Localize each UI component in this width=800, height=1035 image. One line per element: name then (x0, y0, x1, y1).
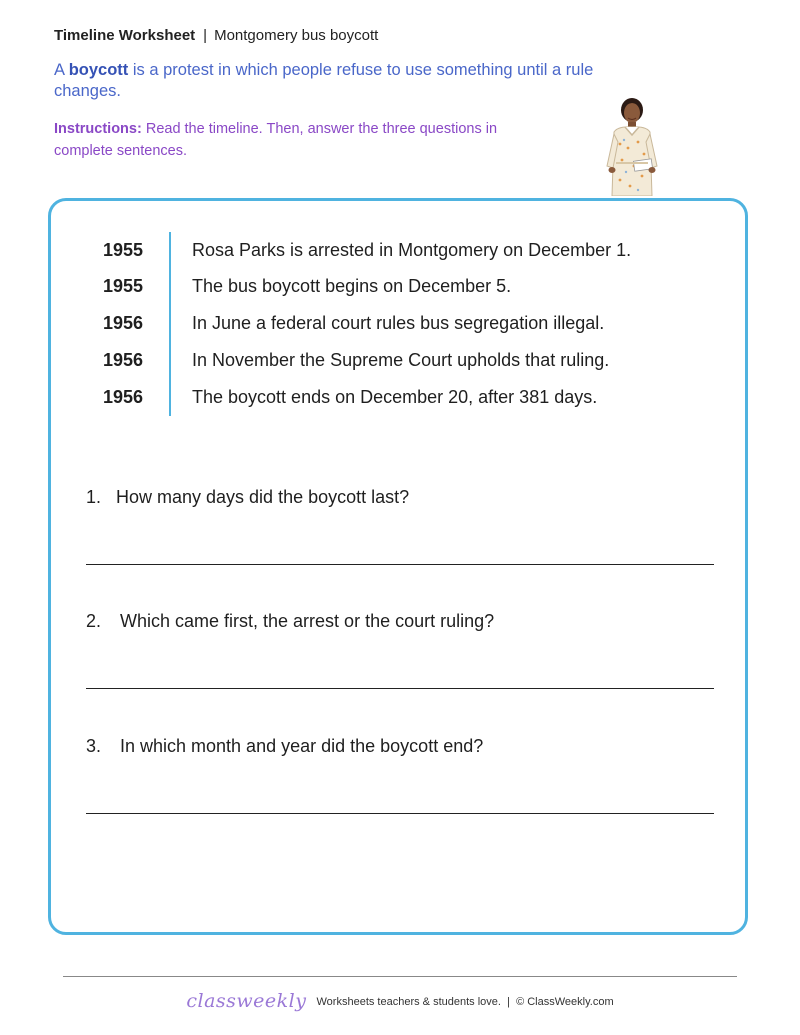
timeline-year: 1955 (103, 240, 144, 260)
footer-tagline: Worksheets teachers & students love. (316, 996, 501, 1008)
worksheet-title: Timeline Worksheet (54, 27, 196, 44)
timeline-event: In June a federal court rules bus segregation illegal. (192, 313, 605, 333)
timeline-year: 1956 (103, 350, 144, 370)
answer-line-2[interactable] (86, 688, 714, 689)
footer-copyright: © ClassWeekly.com (516, 996, 614, 1008)
instructions-text (54, 118, 554, 162)
definition-term: boycott (68, 61, 129, 79)
timeline-year: 1955 (103, 276, 144, 296)
question-1 (86, 485, 409, 509)
instructions-label: Instructions: (54, 121, 142, 137)
question-text: In which month and year did the boycott end? (120, 736, 484, 756)
question-text: Which came first, the arrest or the court ruling? (120, 611, 495, 631)
answer-line-1[interactable] (86, 564, 714, 565)
answer-line-3[interactable] (86, 813, 714, 814)
question-text: How many days did the boycott last? (116, 487, 410, 507)
timeline-event: The bus boycott begins on December 5. (192, 276, 512, 296)
footer-divider (63, 976, 737, 977)
worksheet-header (54, 27, 378, 44)
timeline-year: 1956 (103, 313, 144, 333)
question-number: 2. (86, 611, 102, 631)
timeline-divider (169, 232, 171, 416)
definition-body: is a protest in which people refuse to use something until a rule changes. (54, 61, 594, 100)
instructions-body: Read the timeline. Then, answer the three questions in complete sentences. (54, 121, 498, 159)
worksheet-subtitle: Montgomery bus boycott (214, 27, 379, 44)
timeline-event: The boycott ends on December 20, after 381 days. (192, 387, 598, 407)
definition-prefix: A (54, 61, 69, 79)
brand-logo: classweekly (186, 990, 307, 1012)
footer (0, 990, 800, 1012)
question-3 (86, 734, 483, 758)
definition-text (54, 60, 594, 102)
question-number: 1. (86, 487, 102, 507)
timeline-year: 1956 (103, 387, 144, 407)
timeline-event: In November the Supreme Court upholds that ruling. (192, 350, 610, 370)
question-2 (86, 609, 494, 633)
timeline (88, 232, 688, 416)
question-number: 3. (86, 736, 102, 756)
header-separator: | (203, 27, 208, 44)
timeline-event: Rosa Parks is arrested in Montgomery on December 1. (192, 240, 632, 260)
woman-figure-icon (598, 96, 666, 196)
footer-separator: | (507, 996, 510, 1008)
